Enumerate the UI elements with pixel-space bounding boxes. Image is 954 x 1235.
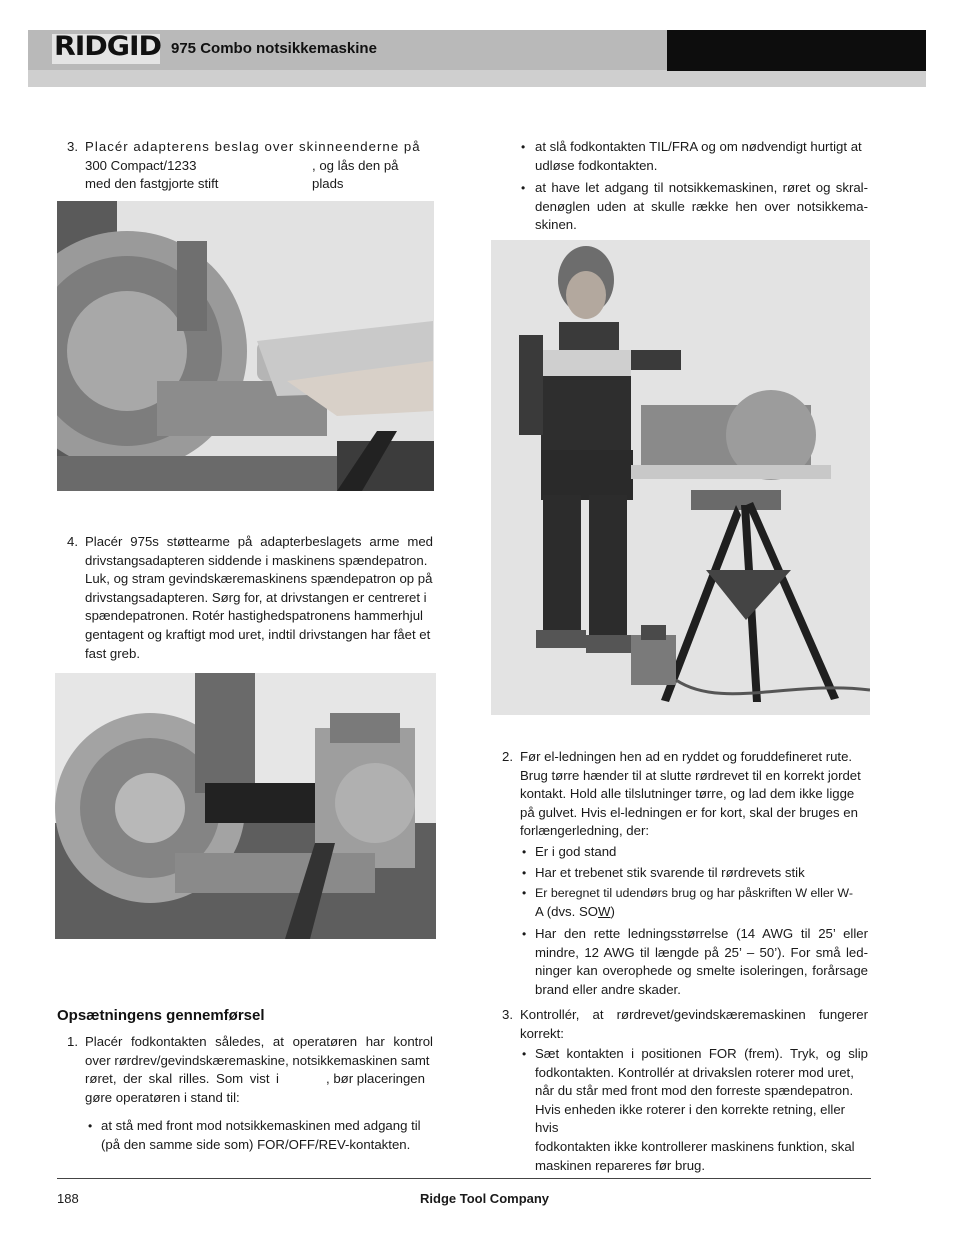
step-3-line-1: Placér adapterens beslag over skinneenderne på <box>85 139 421 154</box>
step-3-line-2b: , og lås den på plads <box>312 157 399 192</box>
right-bullet-2-line: skinen. <box>535 217 577 233</box>
page-number: 188 <box>57 1191 79 1206</box>
cord-bullet-3-line-2u: W <box>598 903 611 919</box>
right-bullet-2-line: at have let adgang til notsikkemaskinen, røret og skral- <box>535 180 868 195</box>
document-title: 975 Combo notsikkemaskine <box>171 40 377 57</box>
step-4-line: gentagent og kraftigt mod uret, indtil drivstangen har fået et <box>85 626 431 642</box>
right-bullet-2 <box>535 179 868 235</box>
bullet-marker: • <box>522 1047 527 1061</box>
check-bullet-1 <box>535 1045 868 1175</box>
right-step-2-text <box>520 748 868 841</box>
right-step-3-line: Kontrollér, at rørdrevet/gevindskæremaskinen fungerer <box>520 1007 868 1022</box>
step-4-line: drivstangsadapteren siddende i maskinens spændepatron. <box>85 552 428 568</box>
step-3-number: 3. <box>67 139 78 154</box>
section-heading: Opsætningens gennemførsel <box>57 1007 265 1024</box>
support-arms-photo <box>55 673 436 939</box>
adapter-bracket-illustration <box>57 201 434 491</box>
ridgid-logo: RIDGID <box>54 31 161 62</box>
header-shadow-bar <box>28 70 926 87</box>
cord-bullet-4-line: mindre, 12 AWG til længde på 25’ – 50’). For små led- <box>535 944 868 960</box>
setup-step-1-line-3b: , bør placeringen <box>326 1071 425 1087</box>
right-step-2-line: kontakt. Hold alle tilslutninger tørre, og lad dem ikke ligge <box>520 786 855 802</box>
right-bullet-1-line: at slå fodkontakten TIL/FRA og om nødvendigt hurtigt at <box>535 139 862 154</box>
cord-bullet-4-line: Har den rette ledningsstørrelse (14 AWG til 25’ eller <box>535 926 868 941</box>
cord-bullet-2: Har et trebenet stik svarende til rørdrevets stik <box>535 865 805 880</box>
bullet-marker: • <box>521 140 526 154</box>
check-bullet-1-line: når du står med front mod den forreste spændepatron. <box>535 1083 854 1099</box>
header-black-block <box>667 30 926 71</box>
step-4-line: fast greb. <box>85 645 140 661</box>
check-bullet-1-line: fodkontakten ikke kontrollerer maskinens funktion, skal <box>535 1138 855 1154</box>
right-bullet-1 <box>535 138 868 175</box>
check-bullet-1-line: Sæt kontakten i positionen FOR (frem). Tryk, og slip <box>535 1046 868 1061</box>
setup-step-1-line-3a: røret, der skal rilles. Som vist i <box>85 1071 279 1087</box>
right-bullet-2-line: denøglen uden at skulle række hen over notsikkema- <box>535 198 868 214</box>
step-4-line: Placér 975s støttearme på adapterbeslagets arme med <box>85 534 433 549</box>
right-step-3-line: korrekt: <box>520 1025 564 1041</box>
setup-bullet-1-line-1: at stå med front mod notsikkemaskinen med adgang til <box>101 1118 421 1133</box>
setup-step-1-number: 1. <box>67 1034 78 1049</box>
cord-bullet-4-line: ninger kan overophede og smelte isoleringen, forårsage <box>535 963 868 979</box>
cord-bullet-3-line-1: Er beregnet til udendørs brug og har påskriften W eller W- <box>535 886 853 900</box>
cord-bullet-3 <box>535 884 868 921</box>
bullet-marker: • <box>521 181 526 195</box>
bullet-marker: • <box>522 845 527 859</box>
check-bullet-1-line: Hvis enheden ikke roterer i den korrekte retning, eller hvis <box>535 1101 846 1136</box>
footer-rule <box>57 1178 871 1179</box>
cord-bullet-3-line-2b: ) <box>610 903 615 919</box>
cord-bullet-1: Er i god stand <box>535 844 617 859</box>
cord-bullet-4-line: brand eller andre skader. <box>535 981 681 997</box>
right-step-2-line: Før el-ledningen hen ad en ryddet og foruddefineret rute. <box>520 749 853 764</box>
cord-bullet-4 <box>535 925 868 999</box>
setup-bullet-1-line-2: (på den samme side som) FOR/OFF/REV-kontakten. <box>101 1136 411 1152</box>
check-bullet-1-line: maskinen repareres før brug. <box>535 1157 706 1173</box>
setup-step-1-line-2: over rørdrev/gevindskæremaskine, notsikkemaskinen samt <box>85 1052 430 1068</box>
step-4-line: Luk, og stram gevindskæremaskinens spændepatron op på <box>85 571 433 587</box>
setup-step-1-text <box>85 1033 433 1107</box>
bullet-marker: • <box>522 927 527 941</box>
step-3-text <box>85 138 433 194</box>
cord-bullet-3-line-2a: A (dvs. SO <box>535 903 599 919</box>
right-step-3-number: 3. <box>502 1007 513 1022</box>
setup-step-1-line-1: Placér fodkontakten således, at operatøren har kontrol <box>85 1034 433 1049</box>
step-4-number: 4. <box>67 534 78 549</box>
cord-bullet-3-line-2 <box>535 903 868 922</box>
setup-bullet-1 <box>101 1117 433 1154</box>
bullet-marker: • <box>522 886 527 900</box>
footer-company: Ridge Tool Company <box>420 1191 550 1206</box>
operator-photo <box>491 240 870 715</box>
right-bullet-1-line: udløse fodkontakten. <box>535 157 658 173</box>
bullet-marker: • <box>88 1119 93 1133</box>
right-step-3-text <box>520 1006 868 1043</box>
check-bullet-1-line: fodkontakten. Kontrollér at drivakslen roterer mod uret, <box>535 1064 854 1080</box>
right-step-2-number: 2. <box>502 749 513 764</box>
step-4-line: drivstangsadapteren. Sørg for, at drivstangen er centreret i <box>85 589 427 605</box>
adapter-bracket-photo <box>57 201 434 491</box>
setup-step-1-line-4: gøre operatøren i stand til: <box>85 1089 240 1105</box>
support-arms-illustration <box>55 673 436 939</box>
step-4-line: spændepatronen. Rotér hastighedspatronens hammerhjul <box>85 608 423 624</box>
operator-illustration <box>491 240 870 715</box>
step-3-line-3: med den fastgjorte stift <box>85 176 219 192</box>
bullet-marker: • <box>522 866 527 880</box>
right-step-2-line: forlængerledning, der: <box>520 823 650 839</box>
step-4-text <box>85 533 433 663</box>
step-3-line-2a: 300 Compact/1233 <box>85 157 197 173</box>
right-step-2-line: på gulvet. Hvis el-ledningen er for kort, skal der bruges en <box>520 804 858 820</box>
right-step-2-line: Brug tørre hænder til at slutte rørdrevet til en korrekt jordet <box>520 767 861 783</box>
